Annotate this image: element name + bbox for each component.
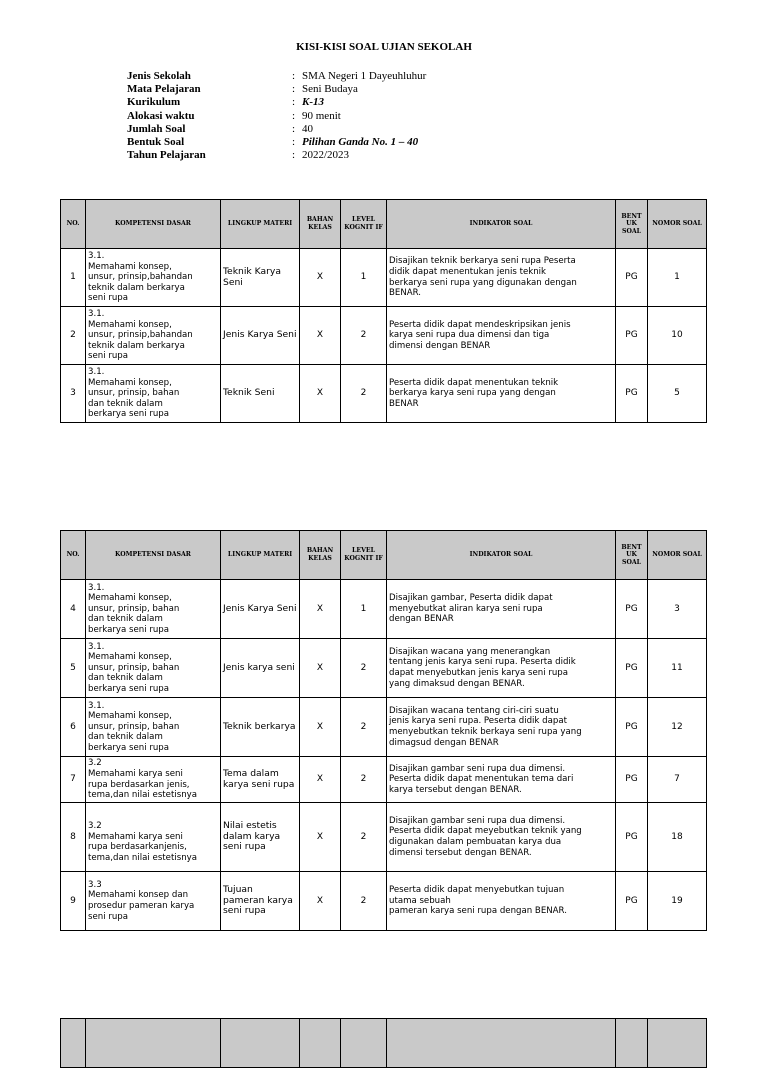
cell-nomor-soal: 18 bbox=[648, 803, 707, 872]
cell-kompetensi-dasar: 3.1. Memahami konsep, unsur, prinsip, bahan dan teknik dalam berkarya seni rupa bbox=[86, 639, 221, 698]
meta-row-jenis-sekolah: Jenis Sekolah : SMA Negeri 1 Dayeuhluhur bbox=[127, 70, 427, 82]
cell-nomor-soal: 10 bbox=[648, 307, 707, 365]
meta-value: Seni Budaya bbox=[302, 83, 358, 96]
cell-lingkup-materi: Tujuan pameran karya seni rupa bbox=[221, 872, 300, 931]
meta-value: SMA Negeri 1 Dayeuhluhur bbox=[302, 70, 427, 82]
cell-lingkup-materi: Jenis karya seni bbox=[221, 639, 300, 698]
header-level-kognitif: LEVEL KOGNIT IF bbox=[341, 531, 387, 580]
meta-row-kurikulum: Kurikulum : K-13 bbox=[127, 96, 324, 109]
cell-level-kognitif: 2 bbox=[341, 698, 387, 757]
header-nomor-soal: NOMOR SOAL bbox=[648, 531, 707, 580]
cell-no: 1 bbox=[61, 249, 86, 307]
header-cell bbox=[300, 1019, 341, 1068]
meta-row-tahun-pelajaran: Tahun Pelajaran : 2022/2023 bbox=[127, 149, 350, 162]
meta-label: Mata Pelajaran bbox=[127, 83, 201, 96]
meta-label: Jumlah Soal bbox=[127, 122, 186, 135]
header-cell bbox=[616, 1019, 648, 1068]
cell-no: 9 bbox=[61, 872, 86, 931]
cell-nomor-soal: 7 bbox=[648, 757, 707, 803]
table-row bbox=[61, 757, 707, 803]
cell-indikator-soal: Disajikan gambar seni rupa dua dimensi. Peserta didik dapat menentukan tema dari karya tersebut dengan BENAR. bbox=[387, 757, 616, 803]
cell-no: 3 bbox=[61, 365, 86, 423]
cell-bahan-kelas: X bbox=[300, 307, 341, 365]
cell-kompetensi-dasar: 3.1. Memahami konsep, unsur, prinsip,bahandan teknik dalam berkarya seni rupa bbox=[86, 307, 221, 365]
cell-lingkup-materi: Jenis Karya Seni bbox=[221, 580, 300, 639]
meta-value: K-13 bbox=[302, 96, 324, 109]
table-row bbox=[61, 639, 707, 698]
cell-no: 4 bbox=[61, 580, 86, 639]
table-row bbox=[61, 249, 707, 307]
meta-value: Pilihan Ganda No. 1 – 40 bbox=[302, 135, 419, 148]
meta-row-bentuk-soal: Bentuk Soal : Pilihan Ganda No. 1 – 40 bbox=[127, 135, 419, 148]
cell-no: 6 bbox=[61, 698, 86, 757]
table-row bbox=[61, 365, 707, 423]
header-indikator-soal: INDIKATOR SOAL bbox=[387, 531, 616, 580]
meta-value: 40 bbox=[302, 122, 313, 135]
cell-kompetensi-dasar: 3.1. Memahami konsep, unsur, prinsip, bahan dan teknik dalam berkarya seni rupa bbox=[86, 698, 221, 757]
meta-row-jumlah-soal: Jumlah Soal : 40 bbox=[127, 122, 313, 135]
cell-indikator-soal: Disajikan gambar seni rupa dua dimensi. Peserta didik dapat meyebutkan teknik yang digunakan dalam pembuatan karya dua dimensi tersebut dengan BENAR. bbox=[387, 803, 616, 872]
document-meta bbox=[127, 70, 426, 162]
table-row bbox=[61, 698, 707, 757]
kisi-kisi-table-2 bbox=[60, 530, 707, 931]
cell-kompetensi-dasar: 3.2 Memahami karya seni rupa berdasarkanjenis, tema,dan nilai estetisnya bbox=[86, 803, 221, 872]
cell-indikator-soal: Peserta didik dapat menentukan teknik berkarya karya seni rupa yang dengan BENAR bbox=[387, 365, 616, 423]
table-header-row bbox=[61, 200, 707, 249]
cell-indikator-soal: Disajikan wacana tentang ciri-ciri suatu jenis karya seni rupa. Peserta didik dapat menyebutkan teknik berkaya seni rupa yang dimagsud dengan BENAR bbox=[387, 698, 616, 757]
cell-level-kognitif: 1 bbox=[341, 580, 387, 639]
header-lingkup-materi: LINGKUP MATERI bbox=[221, 200, 300, 249]
cell-bahan-kelas: X bbox=[300, 639, 341, 698]
cell-bahan-kelas: X bbox=[300, 249, 341, 307]
cell-bentuk-soal: PG bbox=[616, 757, 648, 803]
header-bentuk-soal: BENT UK SOAL bbox=[616, 200, 648, 249]
cell-lingkup-materi: Teknik Karya Seni bbox=[221, 249, 300, 307]
cell-indikator-soal: Disajikan teknik berkarya seni rupa Peserta didik dapat menentukan jenis teknik berkarya seni rupa yang digunakan dengan BENAR. bbox=[387, 249, 616, 307]
cell-bentuk-soal: PG bbox=[616, 307, 648, 365]
cell-bentuk-soal: PG bbox=[616, 365, 648, 423]
cell-lingkup-materi: Nilai estetis dalam karya seni rupa bbox=[221, 803, 300, 872]
meta-label: Bentuk Soal bbox=[127, 135, 185, 148]
meta-label: Tahun Pelajaran bbox=[127, 149, 206, 162]
header-indikator-soal: INDIKATOR SOAL bbox=[387, 200, 616, 249]
cell-kompetensi-dasar: 3.1. Memahami konsep, unsur, prinsip, bahan dan teknik dalam berkarya seni rupa bbox=[86, 580, 221, 639]
cell-bahan-kelas: X bbox=[300, 698, 341, 757]
cell-bahan-kelas: X bbox=[300, 872, 341, 931]
cell-nomor-soal: 5 bbox=[648, 365, 707, 423]
cell-kompetensi-dasar: 3.1. Memahami konsep, unsur, prinsip, bahan dan teknik dalam berkarya seni rupa bbox=[86, 365, 221, 423]
cell-level-kognitif: 2 bbox=[341, 639, 387, 698]
table-header-row bbox=[61, 1019, 707, 1068]
cell-lingkup-materi: Tema dalam karya seni rupa bbox=[221, 757, 300, 803]
cell-level-kognitif: 2 bbox=[341, 365, 387, 423]
document-title: KISI-KISI SOAL UJIAN SEKOLAH bbox=[296, 41, 472, 53]
cell-indikator-soal: Peserta didik dapat menyebutkan tujuan utama sebuah pameran karya seni rupa dengan BENAR. bbox=[387, 872, 616, 931]
meta-label: Kurikulum bbox=[127, 96, 181, 109]
header-no: NO. bbox=[61, 531, 86, 580]
header-kompetensi-dasar: KOMPETENSI DASAR bbox=[86, 200, 221, 249]
cell-bentuk-soal: PG bbox=[616, 803, 648, 872]
header-kompetensi-dasar: KOMPETENSI DASAR bbox=[86, 531, 221, 580]
header-nomor-soal: NOMOR SOAL bbox=[648, 200, 707, 249]
meta-label: Jenis Sekolah bbox=[127, 70, 191, 82]
cell-kompetensi-dasar: 3.2 Memahami karya seni rupa berdasarkan jenis, tema,dan nilai estetisnya bbox=[86, 757, 221, 803]
header-no: NO. bbox=[61, 200, 86, 249]
header-cell bbox=[61, 1019, 86, 1068]
cell-bentuk-soal: PG bbox=[616, 249, 648, 307]
header-lingkup-materi: LINGKUP MATERI bbox=[221, 531, 300, 580]
header-cell bbox=[86, 1019, 221, 1068]
cell-nomor-soal: 3 bbox=[648, 580, 707, 639]
cell-no: 8 bbox=[61, 803, 86, 872]
kisi-kisi-table-1 bbox=[60, 199, 707, 423]
table-row bbox=[61, 872, 707, 931]
header-cell bbox=[648, 1019, 707, 1068]
cell-level-kognitif: 2 bbox=[341, 803, 387, 872]
cell-nomor-soal: 19 bbox=[648, 872, 707, 931]
cell-bahan-kelas: X bbox=[300, 580, 341, 639]
cell-indikator-soal: Disajikan gambar, Peserta didik dapat menyebutkat aliran karya seni rupa dengan BENAR bbox=[387, 580, 616, 639]
header-bentuk-soal: BENT UK SOAL bbox=[616, 531, 648, 580]
table-row bbox=[61, 803, 707, 872]
cell-nomor-soal: 12 bbox=[648, 698, 707, 757]
cell-level-kognitif: 2 bbox=[341, 307, 387, 365]
cell-bentuk-soal: PG bbox=[616, 872, 648, 931]
cell-no: 7 bbox=[61, 757, 86, 803]
cell-bahan-kelas: X bbox=[300, 365, 341, 423]
cell-bentuk-soal: PG bbox=[616, 580, 648, 639]
header-cell bbox=[341, 1019, 387, 1068]
header-bahan-kelas: BAHAN KELAS bbox=[300, 200, 341, 249]
cell-kompetensi-dasar: 3.3 Memahami konsep dan prosedur pameran karya seni rupa bbox=[86, 872, 221, 931]
cell-lingkup-materi: Jenis Karya Seni bbox=[221, 307, 300, 365]
cell-level-kognitif: 2 bbox=[341, 757, 387, 803]
cell-bahan-kelas: X bbox=[300, 803, 341, 872]
header-level-kognitif: LEVEL KOGNIT IF bbox=[341, 200, 387, 249]
header-cell bbox=[221, 1019, 300, 1068]
cell-level-kognitif: 2 bbox=[341, 872, 387, 931]
cell-lingkup-materi: Teknik Seni bbox=[221, 365, 300, 423]
header-bahan-kelas: BAHAN KELAS bbox=[300, 531, 341, 580]
header-cell bbox=[387, 1019, 616, 1068]
meta-row-mata-pelajaran: Mata Pelajaran : Seni Budaya bbox=[127, 83, 358, 96]
cell-nomor-soal: 1 bbox=[648, 249, 707, 307]
kisi-kisi-table-3 bbox=[60, 1018, 707, 1068]
cell-indikator-soal: Peserta didik dapat mendeskripsikan jenis karya seni rupa dua dimensi dan tiga dimensi dengan BENAR bbox=[387, 307, 616, 365]
cell-no: 2 bbox=[61, 307, 86, 365]
table-header-row bbox=[61, 531, 707, 580]
table-row bbox=[61, 307, 707, 365]
cell-lingkup-materi: Teknik berkarya bbox=[221, 698, 300, 757]
cell-bahan-kelas: X bbox=[300, 757, 341, 803]
cell-bentuk-soal: PG bbox=[616, 698, 648, 757]
cell-indikator-soal: Disajikan wacana yang menerangkan tentang jenis karya seni rupa. Peserta didik dapat menyebutkan jenis karya seni rupa yang dimaksud dengan BENAR. bbox=[387, 639, 616, 698]
meta-label: Alokasi waktu bbox=[127, 109, 195, 122]
meta-value: 2022/2023 bbox=[302, 149, 350, 162]
cell-no: 5 bbox=[61, 639, 86, 698]
cell-nomor-soal: 11 bbox=[648, 639, 707, 698]
table-row bbox=[61, 580, 707, 639]
cell-bentuk-soal: PG bbox=[616, 639, 648, 698]
cell-kompetensi-dasar: 3.1. Memahami konsep, unsur, prinsip,bahandan teknik dalam berkarya seni rupa bbox=[86, 249, 221, 307]
meta-row-alokasi-waktu: Alokasi waktu : 90 menit bbox=[127, 109, 341, 122]
meta-value: 90 menit bbox=[302, 109, 341, 122]
cell-level-kognitif: 1 bbox=[341, 249, 387, 307]
